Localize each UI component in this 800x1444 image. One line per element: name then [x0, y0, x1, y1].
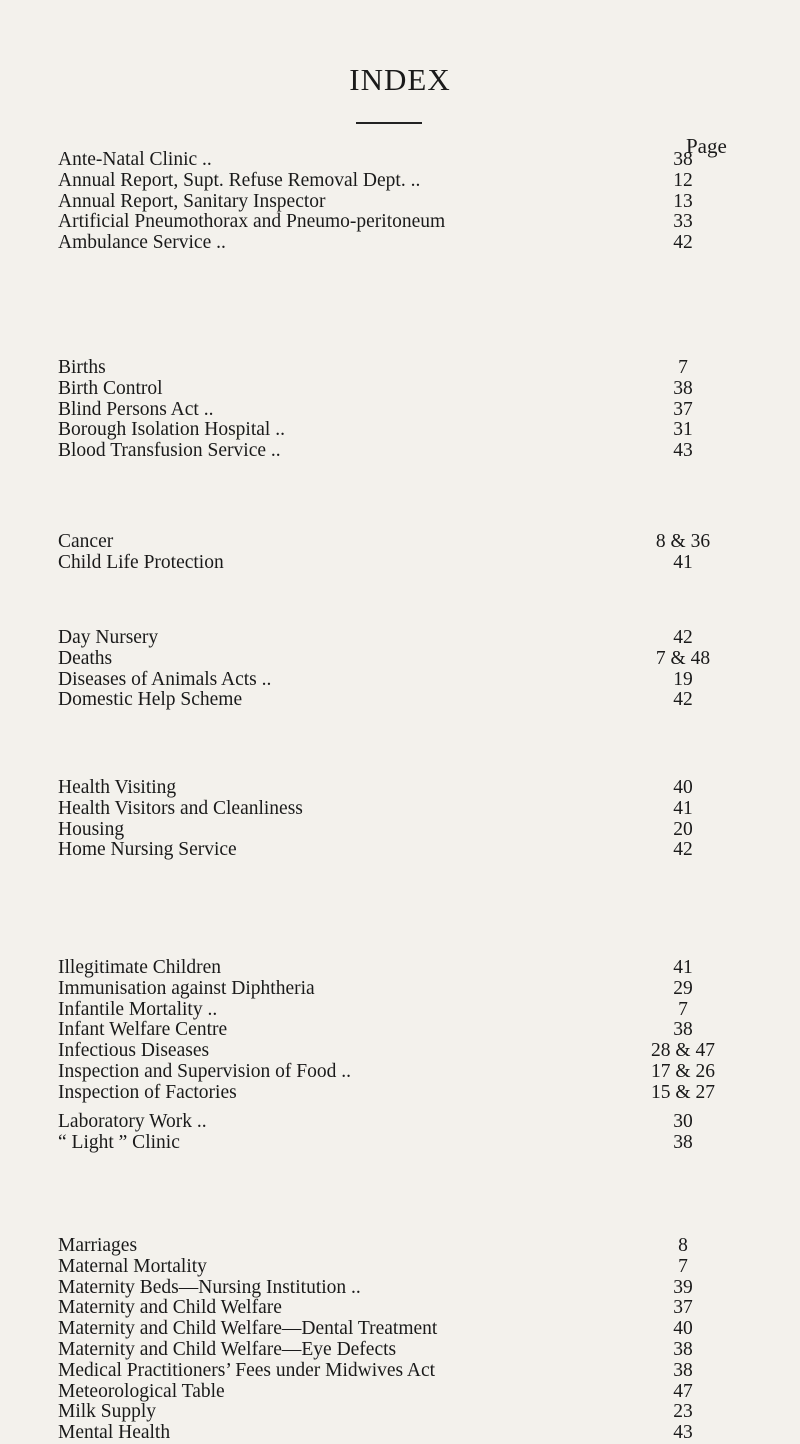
index-entry — [58, 1382, 738, 1403]
entry-label: Infectious Diseases — [58, 1040, 210, 1062]
index-entry — [58, 171, 738, 192]
entry-page-number: 19 — [673, 668, 693, 690]
entry-label: Infant Welfare Centre — [58, 1019, 228, 1041]
entry-label: Domestic Help Scheme — [58, 689, 243, 711]
entry-label: Borough Isolation Hospital .. — [58, 419, 285, 441]
entry-label: Births — [58, 357, 106, 378]
entry-label: Birth Control — [58, 377, 163, 399]
index-entry — [58, 379, 738, 400]
entry-label: Inspection of Factories — [58, 1081, 237, 1103]
index-entry — [58, 1278, 738, 1299]
entry-label: Medical Practitioners’ Fees under Midwives Act — [58, 1359, 436, 1381]
entry-page-number: 28 & 47 — [651, 1040, 715, 1062]
entry-page-number: 7 & 48 — [655, 647, 711, 669]
index-entry — [58, 532, 738, 553]
entry-label: Maternity Beds—Nursing Institution .. — [58, 1276, 361, 1298]
index-entry — [58, 1112, 738, 1133]
entry-page-number: 31 — [673, 419, 693, 441]
index-entry — [58, 1062, 738, 1083]
entry-page-number: 7 — [678, 357, 688, 378]
entry-page-number: 41 — [673, 551, 693, 573]
index-entry — [58, 420, 738, 441]
entry-label: Blind Persons Act .. — [58, 398, 214, 420]
index-entry — [58, 553, 738, 574]
entry-page-number: 42 — [673, 689, 693, 711]
index-entry — [58, 778, 738, 799]
index-entry — [58, 1083, 738, 1104]
index-entry — [58, 1340, 738, 1361]
entry-label: Blood Transfusion Service .. — [58, 440, 281, 462]
index-entry — [58, 1236, 738, 1257]
entry-page-number: 40 — [673, 777, 693, 798]
entry-page-number: 30 — [673, 1111, 693, 1132]
index-group — [58, 1112, 738, 1154]
entry-page-number: 8 — [678, 1235, 688, 1256]
entry-label: Laboratory Work .. — [58, 1111, 207, 1132]
entry-label: Maternal Mortality — [58, 1255, 207, 1277]
index-entry — [58, 1423, 738, 1444]
entry-page-number: 47 — [673, 1380, 693, 1402]
entry-label: Meteorological Table — [58, 1380, 225, 1402]
index-entry — [58, 840, 738, 861]
page-column-header: Page — [686, 134, 727, 158]
entry-page-number: 38 — [673, 149, 693, 170]
index-entry — [58, 979, 738, 1000]
entry-page-number: 38 — [673, 1338, 693, 1360]
entry-page-number: 37 — [673, 398, 693, 420]
index-group — [58, 778, 738, 861]
entry-page-number: 37 — [673, 1297, 693, 1319]
entry-label: Maternity and Child Welfare — [58, 1297, 282, 1319]
index-group — [58, 150, 738, 254]
entry-page-number: 39 — [673, 1276, 693, 1298]
index-entry — [58, 1000, 738, 1021]
index-entry — [58, 1361, 738, 1382]
entry-label: Illegitimate Children — [58, 957, 221, 978]
entry-page-number: 7 — [678, 998, 688, 1020]
entry-label: Ambulance Service .. — [58, 232, 226, 254]
index-entry — [58, 1257, 738, 1278]
index-entry — [58, 628, 738, 649]
index-group — [58, 958, 738, 1104]
entry-page-number: 7 — [678, 1255, 688, 1277]
index-entry — [58, 400, 738, 421]
index-entry — [58, 1298, 738, 1319]
entry-label: Child Life Protection — [58, 551, 224, 573]
entry-page-number: 38 — [673, 1019, 693, 1041]
entry-label: Housing — [58, 818, 125, 840]
index-entry — [58, 1402, 738, 1423]
entry-label: Annual Report, Sanitary Inspector — [58, 190, 326, 212]
index-group — [58, 532, 738, 574]
title-rule — [356, 122, 422, 124]
entry-page-number: 8 & 36 — [655, 531, 711, 552]
entry-page-number: 13 — [673, 190, 693, 212]
index-entry — [58, 192, 738, 213]
entry-label: Health Visitors and Cleanliness — [58, 797, 303, 819]
entry-page-number: 41 — [673, 797, 693, 819]
entry-page-number: 40 — [673, 1318, 693, 1340]
entry-page-number: 17 & 26 — [651, 1060, 715, 1082]
index-entry — [58, 958, 738, 979]
entry-label: Maternity and Child Welfare—Dental Treatment — [58, 1318, 438, 1340]
index-entry — [58, 820, 738, 841]
index-entry — [58, 441, 738, 462]
entry-label: Ante-Natal Clinic .. — [58, 149, 212, 170]
index-group — [58, 628, 738, 711]
entry-label: Infantile Mortality .. — [58, 998, 218, 1020]
entry-page-number: 43 — [673, 440, 693, 462]
entry-label: Deaths — [58, 647, 113, 669]
entry-label: “ Light ” Clinic — [58, 1131, 180, 1153]
index-entry — [58, 233, 738, 254]
entry-label: Mental Health — [58, 1422, 171, 1444]
entry-page-number: 42 — [673, 839, 693, 861]
index-group — [58, 1236, 738, 1444]
entry-page-number: 38 — [673, 1359, 693, 1381]
entry-page-number: 42 — [673, 627, 693, 648]
entry-page-number: 12 — [673, 169, 693, 191]
entry-label: Milk Supply — [58, 1401, 157, 1423]
entry-label: Inspection and Supervision of Food .. — [58, 1060, 352, 1082]
entry-label: Health Visiting — [58, 777, 177, 798]
index-entry — [58, 1020, 738, 1041]
entry-label: Artificial Pneumothorax and Pneumo-peritoneum — [58, 211, 446, 233]
entry-label: Diseases of Animals Acts .. — [58, 668, 272, 690]
index-entry — [58, 670, 738, 691]
entry-label: Day Nursery — [58, 627, 159, 648]
entry-page-number: 33 — [673, 211, 693, 233]
index-entry — [58, 690, 738, 711]
entry-page-number: 42 — [673, 232, 693, 254]
entry-page-number: 38 — [673, 377, 693, 399]
entry-page-number: 20 — [673, 818, 693, 840]
entry-label: Cancer — [58, 531, 114, 552]
page-title: INDEX — [349, 62, 451, 97]
index-entry — [58, 212, 738, 233]
entry-page-number: 29 — [673, 977, 693, 999]
entry-page-number: 43 — [673, 1422, 693, 1444]
index-entry — [58, 358, 738, 379]
index-entry — [58, 1133, 738, 1154]
entry-page-number: 15 & 27 — [651, 1081, 715, 1103]
index-group — [58, 358, 738, 462]
index-entry — [58, 1041, 738, 1062]
entry-label: Home Nursing Service — [58, 839, 237, 861]
entry-label: Annual Report, Supt. Refuse Removal Dept. .. — [58, 169, 421, 191]
entry-label: Maternity and Child Welfare—Eye Defects — [58, 1338, 397, 1360]
index-entry — [58, 150, 738, 171]
index-entry — [58, 649, 738, 670]
entry-label: Immunisation against Diphtheria — [58, 977, 315, 999]
entry-page-number: 41 — [673, 957, 693, 978]
index-entry — [58, 799, 738, 820]
entry-label: Marriages — [58, 1235, 138, 1256]
entry-page-number: 38 — [673, 1131, 693, 1153]
entry-page-number: 23 — [673, 1401, 693, 1423]
